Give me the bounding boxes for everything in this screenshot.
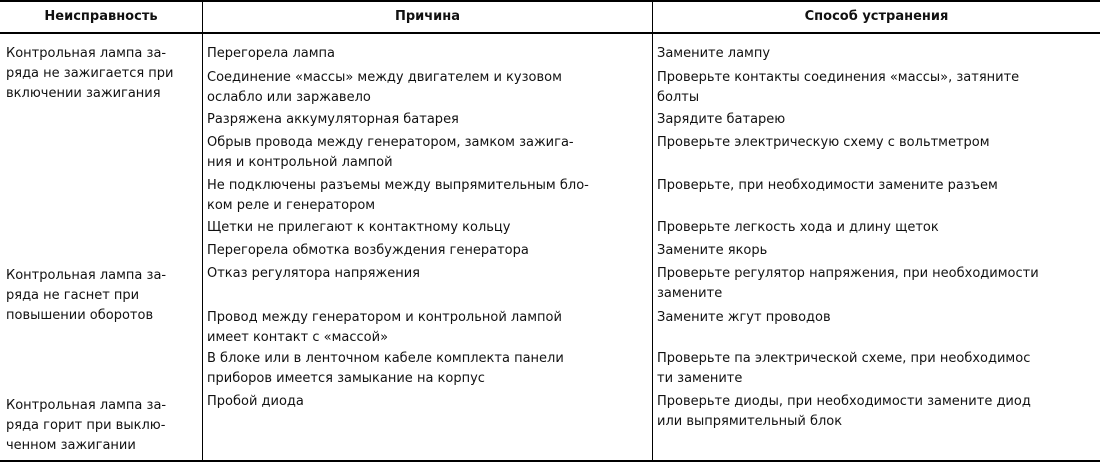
column-divider-1 [202,0,203,462]
remedy-cell: Проверьте па электрической схеме, при необходимос ти замените [657,351,1031,386]
cause-cell: Отказ регулятора напряжения [207,266,420,281]
remedy-cell: Замените якорь [657,243,768,258]
cause-cell: Перегорела обмотка возбуждения генератора [207,243,529,258]
cause-cell: Не подключены разъемы между выпрямительным бло- ком реле и генератором [207,178,589,213]
remedy-cell: Замените жгут проводов [657,310,831,325]
cause-cell: В блоке или в ленточном кабеле комплекта панели приборов имеется замыкание на корпус [207,351,564,386]
cause-cell: Перегорела лампа [207,46,336,61]
remedy-cell: Проверьте диоды, при необходимости замените диод или выпрямительный блок [657,394,1031,429]
cause-cell: Соединение «массы» между двигателем и кузовом ослабло или заржавело [207,70,562,105]
fault-cell: Контрольная лампа за- ряда горит при выклю- ченном зажигании [6,398,167,453]
cause-cell: Разряжена аккумуляторная батарея [207,112,459,127]
column-divider-2 [652,0,653,462]
cause-cell: Щетки не прилегают к контактному кольцу [207,220,511,235]
remedy-cell: Проверьте электрическую схему с вольтметром [657,135,990,150]
cause-cell: Пробой диода [207,394,304,409]
remedy-cell: Проверьте легкость хода и длину щеток [657,220,939,235]
cause-cell: Обрыв провода между генератором, замком зажига- ния и контрольной лампой [207,135,574,170]
remedy-cell: Проверьте, при необходимости замените разъем [657,178,998,193]
header-remedy: Способ устранения [804,9,949,24]
header-fault: Неисправность [44,9,158,24]
remedy-cell: Зарядите батарею [657,112,786,127]
fault-cell: Контрольная лампа за- ряда не зажигается при включении зажигания [6,46,174,101]
table-header-row [0,0,1100,34]
cause-cell: Провод между генератором и контрольной лампой имеет контакт с «массой» [207,310,562,345]
fault-cell: Контрольная лампа за- ряда не гаснет при повышении оборотов [6,268,167,323]
remedy-cell: Замените лампу [657,46,771,61]
header-cause: Причина [394,9,461,24]
remedy-cell: Проверьте контакты соединения «массы», затяните болты [657,70,1020,105]
remedy-cell: Проверьте регулятор напряжения, при необходимости замените [657,266,1039,301]
